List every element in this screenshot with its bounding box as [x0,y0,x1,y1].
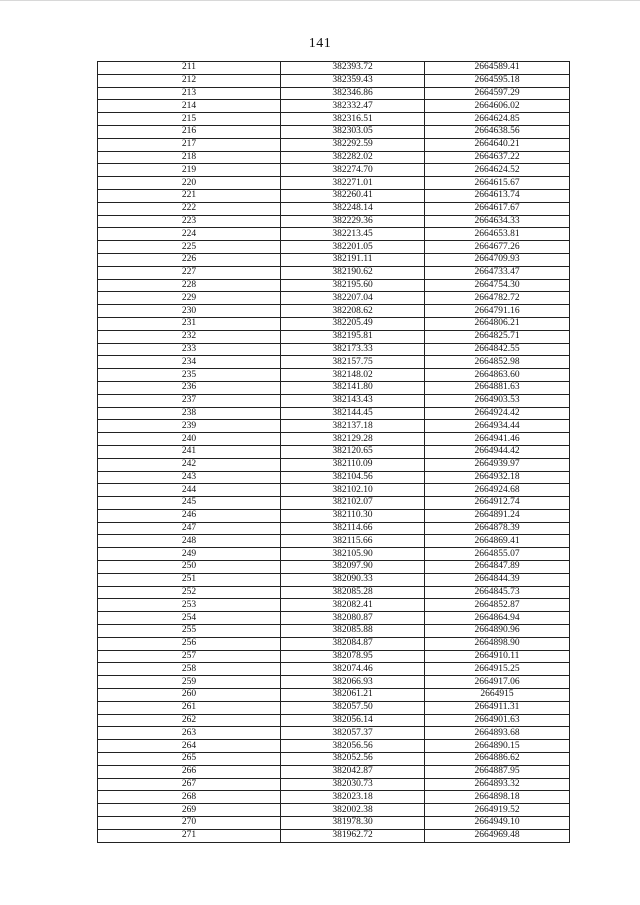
x-coordinate-cell: 382066.93 [281,676,425,689]
x-coordinate-cell: 382271.01 [281,177,425,190]
y-coordinate-cell: 2664617.67 [425,202,570,215]
table-row [98,241,570,254]
table-row [98,740,570,753]
point-number-cell: 232 [98,330,281,343]
point-number-cell: 216 [98,125,281,138]
y-coordinate-cell: 2664881.63 [425,381,570,394]
x-coordinate-cell: 382104.56 [281,471,425,484]
x-coordinate-cell: 382191.11 [281,253,425,266]
x-coordinate-cell: 382201.05 [281,241,425,254]
point-number-cell: 225 [98,241,281,254]
x-coordinate-cell: 382316.51 [281,113,425,126]
y-coordinate-cell: 2664924.42 [425,407,570,420]
x-coordinate-cell: 381962.72 [281,829,425,842]
y-coordinate-cell: 2664890.15 [425,740,570,753]
table-row [98,548,570,561]
table-row [98,87,570,100]
table-row [98,74,570,87]
table-row [98,599,570,612]
point-number-cell: 247 [98,522,281,535]
point-number-cell: 264 [98,740,281,753]
point-number-cell: 226 [98,253,281,266]
scan-edge-line [0,0,640,1]
coordinates-table [97,61,570,843]
x-coordinate-cell: 382084.87 [281,637,425,650]
x-coordinate-cell: 382141.80 [281,381,425,394]
x-coordinate-cell: 382080.87 [281,612,425,625]
x-coordinate-cell: 382292.59 [281,138,425,151]
x-coordinate-cell: 382148.02 [281,369,425,382]
table-row [98,113,570,126]
coordinates-table-body [98,62,570,843]
point-number-cell: 212 [98,74,281,87]
point-number-cell: 261 [98,701,281,714]
x-coordinate-cell: 382057.37 [281,727,425,740]
y-coordinate-cell: 2664613.74 [425,189,570,202]
table-row [98,407,570,420]
table-row [98,279,570,292]
point-number-cell: 250 [98,561,281,574]
x-coordinate-cell: 382195.81 [281,330,425,343]
page-number: 141 [308,36,332,51]
y-coordinate-cell: 2664733.47 [425,266,570,279]
table-row [98,522,570,535]
table-row [98,817,570,830]
table-row [98,125,570,138]
table-row [98,202,570,215]
y-coordinate-cell: 2664653.81 [425,228,570,241]
x-coordinate-cell: 382303.05 [281,125,425,138]
table-row [98,663,570,676]
y-coordinate-cell: 2664754.30 [425,279,570,292]
point-number-cell: 238 [98,407,281,420]
y-coordinate-cell: 2664890.96 [425,625,570,638]
table-row [98,753,570,766]
point-number-cell: 233 [98,343,281,356]
point-number-cell: 242 [98,458,281,471]
table-row [98,356,570,369]
y-coordinate-cell: 2664919.52 [425,804,570,817]
y-coordinate-cell: 2664898.90 [425,637,570,650]
point-number-cell: 244 [98,484,281,497]
table-row [98,586,570,599]
point-number-cell: 271 [98,829,281,842]
x-coordinate-cell: 382260.41 [281,189,425,202]
point-number-cell: 258 [98,663,281,676]
x-coordinate-cell: 382282.02 [281,151,425,164]
table-row [98,497,570,510]
table-row [98,612,570,625]
table-row [98,420,570,433]
table-row [98,394,570,407]
point-number-cell: 234 [98,356,281,369]
table-row [98,765,570,778]
y-coordinate-cell: 2664901.63 [425,714,570,727]
point-number-cell: 251 [98,573,281,586]
point-number-cell: 248 [98,535,281,548]
point-number-cell: 239 [98,420,281,433]
point-number-cell: 270 [98,817,281,830]
point-number-cell: 228 [98,279,281,292]
y-coordinate-cell: 2664855.07 [425,548,570,561]
point-number-cell: 259 [98,676,281,689]
point-number-cell: 215 [98,113,281,126]
y-coordinate-cell: 2664615.67 [425,177,570,190]
point-number-cell: 223 [98,215,281,228]
table-row [98,330,570,343]
y-coordinate-cell: 2664640.21 [425,138,570,151]
table-row [98,305,570,318]
y-coordinate-cell: 2664852.87 [425,599,570,612]
point-number-cell: 220 [98,177,281,190]
y-coordinate-cell: 2664606.02 [425,100,570,113]
point-number-cell: 263 [98,727,281,740]
table-row [98,637,570,650]
y-coordinate-cell: 2664595.18 [425,74,570,87]
table-row [98,804,570,817]
y-coordinate-cell: 2664934.44 [425,420,570,433]
point-number-cell: 227 [98,266,281,279]
x-coordinate-cell: 382115.66 [281,535,425,548]
point-number-cell: 240 [98,433,281,446]
y-coordinate-cell: 2664791.16 [425,305,570,318]
y-coordinate-cell: 2664932.18 [425,471,570,484]
y-coordinate-cell: 2664863.60 [425,369,570,382]
point-number-cell: 235 [98,369,281,382]
table-row [98,343,570,356]
table-row [98,676,570,689]
y-coordinate-cell: 2664924.68 [425,484,570,497]
y-coordinate-cell: 2664886.62 [425,753,570,766]
y-coordinate-cell: 2664944.42 [425,445,570,458]
x-coordinate-cell: 382061.21 [281,689,425,702]
point-number-cell: 222 [98,202,281,215]
y-coordinate-cell: 2664917.06 [425,676,570,689]
y-coordinate-cell: 2664638.56 [425,125,570,138]
point-number-cell: 260 [98,689,281,702]
table-row [98,471,570,484]
point-number-cell: 224 [98,228,281,241]
table-row [98,215,570,228]
x-coordinate-cell: 382173.33 [281,343,425,356]
table-row [98,164,570,177]
point-number-cell: 237 [98,394,281,407]
y-coordinate-cell: 2664847.89 [425,561,570,574]
x-coordinate-cell: 382110.09 [281,458,425,471]
table-row [98,727,570,740]
x-coordinate-cell: 382052.56 [281,753,425,766]
table-row [98,228,570,241]
y-coordinate-cell: 2664915 [425,689,570,702]
table-row [98,445,570,458]
table-row [98,381,570,394]
x-coordinate-cell: 382030.73 [281,778,425,791]
point-number-cell: 217 [98,138,281,151]
x-coordinate-cell: 382229.36 [281,215,425,228]
y-coordinate-cell: 2664624.85 [425,113,570,126]
table-row [98,189,570,202]
table-row [98,433,570,446]
y-coordinate-cell: 2664969.48 [425,829,570,842]
point-number-cell: 214 [98,100,281,113]
table-row [98,292,570,305]
y-coordinate-cell: 2664903.53 [425,394,570,407]
x-coordinate-cell: 382157.75 [281,356,425,369]
table-row [98,484,570,497]
y-coordinate-cell: 2664624.52 [425,164,570,177]
point-number-cell: 213 [98,87,281,100]
table-row [98,701,570,714]
x-coordinate-cell: 382120.65 [281,445,425,458]
table-row [98,100,570,113]
y-coordinate-cell: 2664852.98 [425,356,570,369]
table-row [98,138,570,151]
table-row [98,561,570,574]
table-row [98,625,570,638]
y-coordinate-cell: 2664677.26 [425,241,570,254]
point-number-cell: 252 [98,586,281,599]
point-number-cell: 230 [98,305,281,318]
y-coordinate-cell: 2664589.41 [425,62,570,75]
point-number-cell: 257 [98,650,281,663]
table-row [98,266,570,279]
x-coordinate-cell: 382213.45 [281,228,425,241]
y-coordinate-cell: 2664709.93 [425,253,570,266]
y-coordinate-cell: 2664597.29 [425,87,570,100]
x-coordinate-cell: 382097.90 [281,561,425,574]
table-row [98,778,570,791]
x-coordinate-cell: 381978.30 [281,817,425,830]
x-coordinate-cell: 382085.28 [281,586,425,599]
y-coordinate-cell: 2664911.31 [425,701,570,714]
point-number-cell: 231 [98,317,281,330]
point-number-cell: 221 [98,189,281,202]
x-coordinate-cell: 382205.49 [281,317,425,330]
table-row [98,535,570,548]
x-coordinate-cell: 382195.60 [281,279,425,292]
point-number-cell: 219 [98,164,281,177]
y-coordinate-cell: 2664844.39 [425,573,570,586]
x-coordinate-cell: 382248.14 [281,202,425,215]
x-coordinate-cell: 382056.14 [281,714,425,727]
table-row [98,177,570,190]
x-coordinate-cell: 382057.50 [281,701,425,714]
y-coordinate-cell: 2664637.22 [425,151,570,164]
point-number-cell: 255 [98,625,281,638]
point-number-cell: 254 [98,612,281,625]
y-coordinate-cell: 2664887.95 [425,765,570,778]
x-coordinate-cell: 382144.45 [281,407,425,420]
point-number-cell: 256 [98,637,281,650]
x-coordinate-cell: 382002.38 [281,804,425,817]
y-coordinate-cell: 2664893.32 [425,778,570,791]
point-number-cell: 243 [98,471,281,484]
x-coordinate-cell: 382105.90 [281,548,425,561]
x-coordinate-cell: 382332.47 [281,100,425,113]
y-coordinate-cell: 2664941.46 [425,433,570,446]
point-number-cell: 241 [98,445,281,458]
x-coordinate-cell: 382110.30 [281,509,425,522]
y-coordinate-cell: 2664893.68 [425,727,570,740]
x-coordinate-cell: 382102.07 [281,497,425,510]
y-coordinate-cell: 2664782.72 [425,292,570,305]
point-number-cell: 267 [98,778,281,791]
table-row [98,369,570,382]
y-coordinate-cell: 2664845.73 [425,586,570,599]
x-coordinate-cell: 382393.72 [281,62,425,75]
table-row [98,253,570,266]
x-coordinate-cell: 382207.04 [281,292,425,305]
point-number-cell: 262 [98,714,281,727]
point-number-cell: 218 [98,151,281,164]
y-coordinate-cell: 2664806.21 [425,317,570,330]
y-coordinate-cell: 2664878.39 [425,522,570,535]
y-coordinate-cell: 2664842.55 [425,343,570,356]
x-coordinate-cell: 382359.43 [281,74,425,87]
table-row [98,650,570,663]
x-coordinate-cell: 382102.10 [281,484,425,497]
point-number-cell: 211 [98,62,281,75]
table-row [98,689,570,702]
table-row [98,509,570,522]
table-row [98,151,570,164]
table-row [98,458,570,471]
x-coordinate-cell: 382129.28 [281,433,425,446]
point-number-cell: 249 [98,548,281,561]
y-coordinate-cell: 2664939.97 [425,458,570,471]
point-number-cell: 266 [98,765,281,778]
x-coordinate-cell: 382082.41 [281,599,425,612]
y-coordinate-cell: 2664915.25 [425,663,570,676]
x-coordinate-cell: 382078.95 [281,650,425,663]
x-coordinate-cell: 382074.46 [281,663,425,676]
point-number-cell: 236 [98,381,281,394]
table-row [98,791,570,804]
point-number-cell: 268 [98,791,281,804]
point-number-cell: 245 [98,497,281,510]
y-coordinate-cell: 2664910.11 [425,650,570,663]
x-coordinate-cell: 382056.56 [281,740,425,753]
point-number-cell: 229 [98,292,281,305]
y-coordinate-cell: 2664634.33 [425,215,570,228]
x-coordinate-cell: 382143.43 [281,394,425,407]
y-coordinate-cell: 2664891.24 [425,509,570,522]
x-coordinate-cell: 382114.66 [281,522,425,535]
x-coordinate-cell: 382208.62 [281,305,425,318]
x-coordinate-cell: 382274.70 [281,164,425,177]
point-number-cell: 269 [98,804,281,817]
x-coordinate-cell: 382085.88 [281,625,425,638]
point-number-cell: 265 [98,753,281,766]
table-row [98,573,570,586]
x-coordinate-cell: 382090.33 [281,573,425,586]
table-row [98,317,570,330]
y-coordinate-cell: 2664912.74 [425,497,570,510]
point-number-cell: 246 [98,509,281,522]
point-number-cell: 253 [98,599,281,612]
y-coordinate-cell: 2664825.71 [425,330,570,343]
table-row [98,714,570,727]
x-coordinate-cell: 382190.62 [281,266,425,279]
table-row [98,62,570,75]
x-coordinate-cell: 382042.87 [281,765,425,778]
x-coordinate-cell: 382346.86 [281,87,425,100]
y-coordinate-cell: 2664864.94 [425,612,570,625]
x-coordinate-cell: 382023.18 [281,791,425,804]
y-coordinate-cell: 2664949.10 [425,817,570,830]
y-coordinate-cell: 2664869.41 [425,535,570,548]
x-coordinate-cell: 382137.18 [281,420,425,433]
y-coordinate-cell: 2664898.18 [425,791,570,804]
table-row [98,829,570,842]
